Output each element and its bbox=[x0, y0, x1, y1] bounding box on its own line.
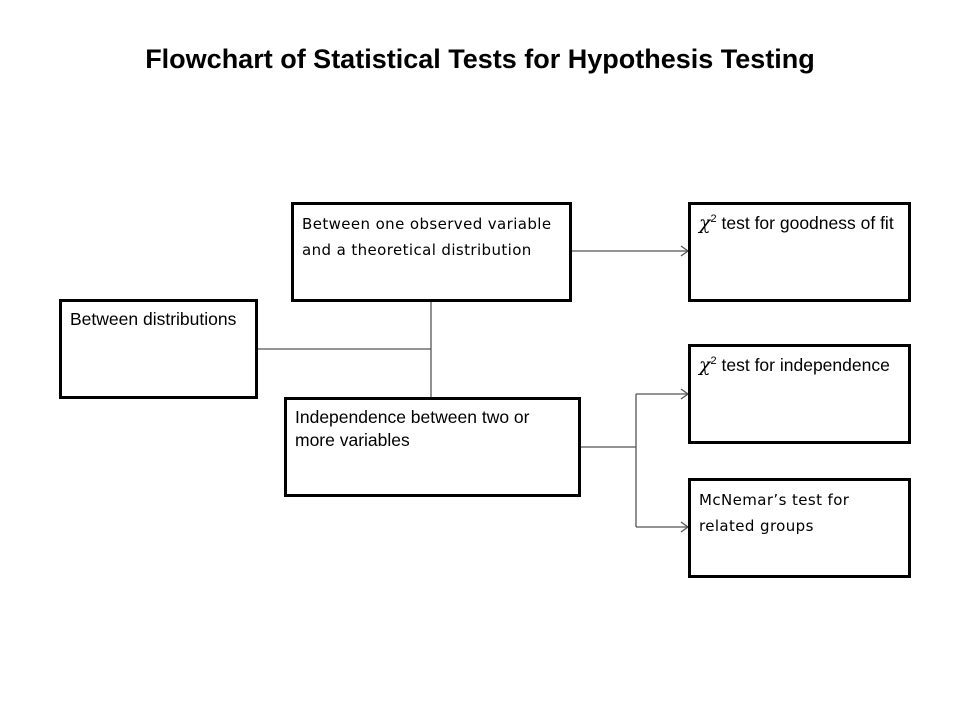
chi-symbol: χ bbox=[699, 212, 711, 234]
node-goodness-of-fit bbox=[688, 202, 911, 302]
node-chi-independence bbox=[688, 344, 911, 444]
node-label: Independence between two or more variables bbox=[295, 407, 530, 450]
node-label: McNemar’s test for related groups bbox=[699, 491, 850, 536]
node-between-distributions bbox=[59, 299, 258, 399]
page-title: Flowchart of Statistical Tests for Hypothesis Testing bbox=[145, 44, 815, 74]
node-observed-vs-theoretical bbox=[291, 202, 572, 302]
node-mcnemar bbox=[688, 478, 911, 578]
node-label: test for independence bbox=[716, 355, 890, 375]
chi-symbol: χ bbox=[699, 354, 711, 376]
superscript: 2 bbox=[710, 355, 717, 368]
superscript: 2 bbox=[710, 213, 717, 226]
node-label: test for goodness of fit bbox=[716, 213, 894, 233]
node-independence bbox=[284, 397, 581, 497]
node-label: Between distributions bbox=[70, 309, 237, 329]
node-label: Between one observed variable and a theoretical distribution bbox=[302, 215, 552, 260]
